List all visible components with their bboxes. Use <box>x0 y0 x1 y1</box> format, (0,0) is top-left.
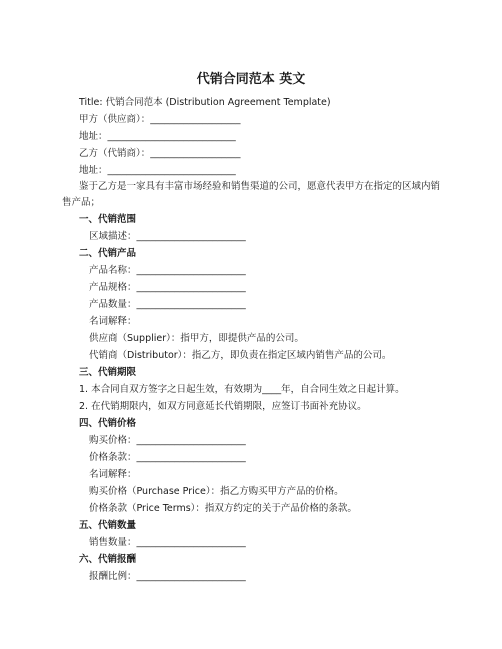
party-b-line: 乙方（代销商）：___________________ <box>79 148 241 159</box>
party-b-address-line: 地址：___________________________ <box>79 165 236 176</box>
glossary-entry: 供应商（Supplier）：指甲方，即提供产品的公司。 <box>89 333 304 344</box>
region-field: 区域描述：_______________________ <box>89 231 246 242</box>
product-quantity-field: 产品数量：_______________________ <box>89 299 246 310</box>
section-heading: 五、代销数量 <box>79 520 137 531</box>
section-heading: 六、代销报酬 <box>79 554 137 565</box>
glossary-entry: 购买价格（Purchase Price）：指乙方购买甲方产品的价格。 <box>89 486 344 497</box>
doc-title-line: Title: 代销合同范本 (Distribution Agreement Template) <box>79 97 331 108</box>
sales-quantity-field: 销售数量：_______________________ <box>89 537 246 548</box>
section-heading: 三、代销期限 <box>79 367 137 378</box>
party-a-line: 甲方（供应商）：___________________ <box>79 114 241 125</box>
glossary-label: 名词解释： <box>89 316 137 327</box>
product-spec-field: 产品规格：_______________________ <box>89 282 246 293</box>
term-clause: 1. 本合同自双方签字之日起生效，有效期为____年，自合同生效之日起计算。 <box>79 384 405 395</box>
purchase-price-field: 购买价格：_______________________ <box>89 435 246 446</box>
section-heading: 一、代销范围 <box>79 214 137 225</box>
commission-ratio-field: 报酬比例：_______________________ <box>89 571 246 582</box>
glossary-label: 名词解释： <box>89 469 137 480</box>
term-clause: 2. 在代销期限内，如双方同意延长代销期限，应签订书面补充协议。 <box>79 401 367 412</box>
glossary-entry: 代销商（Distributor）：指乙方，即负责在指定区域内销售产品的公司。 <box>89 350 392 361</box>
product-name-field: 产品名称：_______________________ <box>89 265 246 276</box>
price-terms-field: 价格条款：_______________________ <box>89 452 246 463</box>
section-heading: 二、代销产品 <box>79 248 137 259</box>
glossary-entry: 价格条款（Price Terms）：指双方约定的关于产品价格的条款。 <box>89 503 357 514</box>
document-title: 代销合同范本 英文 <box>196 72 306 87</box>
party-a-address-line: 地址：___________________________ <box>79 131 236 142</box>
section-heading: 四、代销价格 <box>79 418 137 429</box>
preamble-paragraph: 鉴于乙方是一家具有丰富市场经验和销售渠道的公司，愿意代表甲方在指定的区域内销售产品； <box>62 181 441 208</box>
